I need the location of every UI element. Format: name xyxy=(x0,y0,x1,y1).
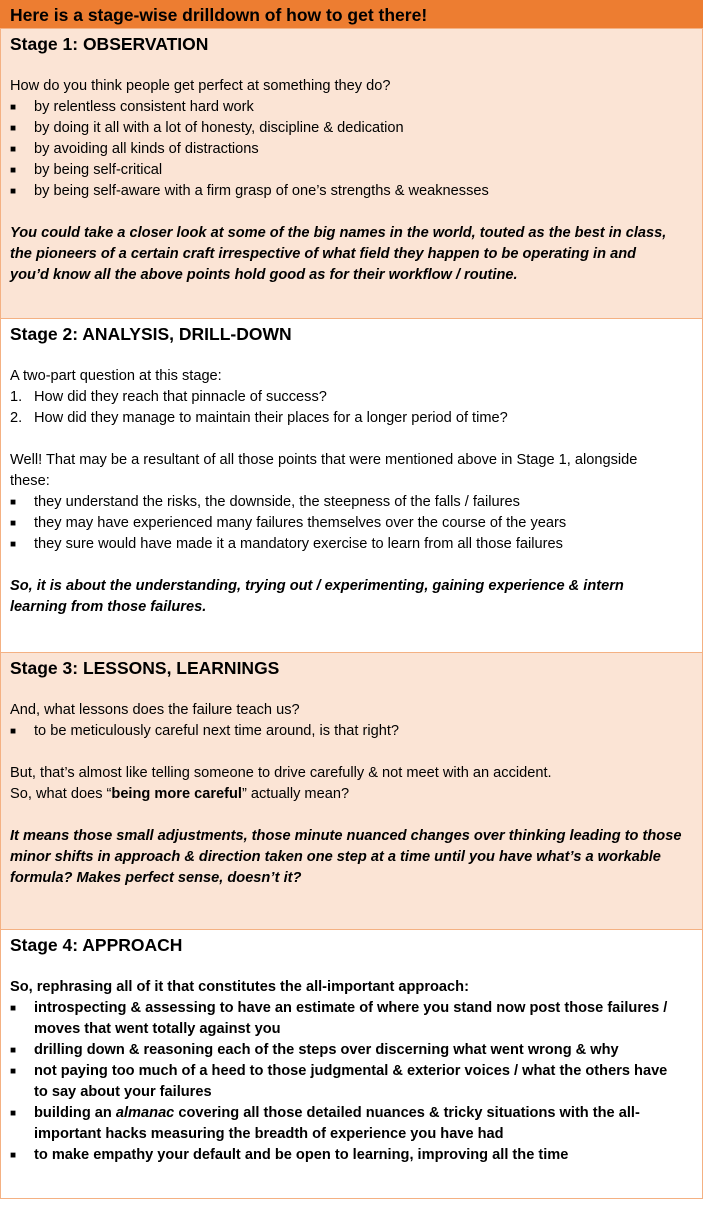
bullet-icon: ■ xyxy=(10,123,17,134)
numbered-item: 2. How did they manage to maintain their places for a longer period of time? xyxy=(10,410,508,426)
bullet-icon: ■ xyxy=(10,1108,17,1119)
bullet-icon: ■ xyxy=(10,518,17,529)
bullet-icon: ■ xyxy=(10,497,17,508)
stage-1-question: How do you think people get perfect at something they do? xyxy=(10,78,391,94)
stage-3-question: And, what lessons does the failure teach us? xyxy=(10,702,300,718)
stage-1-conclusion-line: the pioneers of a certain craft irrespective of what field they happen to be operating in and xyxy=(10,246,637,262)
bullet-icon: ■ xyxy=(10,1003,17,1014)
bullet-icon: ■ xyxy=(10,1045,17,1056)
list-item: ■ to make empathy your default and be open to learning, improving all the time xyxy=(10,1145,690,1166)
stage-2-paragraph-line: these: xyxy=(10,473,50,489)
stage-2-intro: A two-part question at this stage: xyxy=(10,368,222,384)
list-item: ■ they may have experienced many failures themselves over the course of the years xyxy=(10,513,690,534)
stage-1-conclusion-line: You could take a closer look at some of the big names in the world, touted as the best in class, xyxy=(10,225,667,241)
list-item: ■ they sure would have made it a mandatory exercise to learn from all those failures xyxy=(10,534,690,555)
stage-3-conclusion-line: minor shifts in approach & direction taken one step at a time until you have what’s a workable xyxy=(10,849,661,865)
stage-3-paragraph: So, what does “being more careful” actually mean? xyxy=(10,786,350,802)
stage-2-section xyxy=(0,318,703,652)
stage-3-title: Stage 3: LESSONS, LEARNINGS xyxy=(10,658,280,678)
bullet-icon: ■ xyxy=(10,144,17,155)
bullet-icon: ■ xyxy=(10,165,17,176)
bullet-icon: ■ xyxy=(10,539,17,550)
numbered-item: 1. How did they reach that pinnacle of success? xyxy=(10,389,327,405)
list-item: ■ to be meticulously careful next time around, is that right? xyxy=(10,721,690,742)
stage-3-section xyxy=(0,652,703,929)
bullet-icon: ■ xyxy=(10,186,17,197)
list-item: ■ building an almanac covering all those detailed nuances & tricky situations with the all- important hacks measuring the breadth of experience you have had xyxy=(10,1103,690,1145)
bullet-icon: ■ xyxy=(10,1066,17,1077)
stage-3-conclusion-line: It means those small adjustments, those minute nuanced changes over thinking leading to those xyxy=(10,828,682,844)
stage-2-paragraph-line: Well! That may be a resultant of all those points that were mentioned above in Stage 1, alongside xyxy=(10,452,638,468)
list-item: ■ by relentless consistent hard work xyxy=(10,97,690,118)
bullet-icon: ■ xyxy=(10,102,17,113)
list-item: ■ not paying too much of a heed to those judgmental & exterior voices / what the others have to say about your failures xyxy=(10,1061,690,1103)
stage-1-section xyxy=(0,28,703,318)
stage-4-intro: So, rephrasing all of it that constitutes the all-important approach: xyxy=(10,979,469,995)
bullet-icon: ■ xyxy=(10,1150,17,1161)
list-item: ■ they understand the risks, the downside, the steepness of the falls / failures xyxy=(10,492,690,513)
stage-3-paragraph: But, that’s almost like telling someone to drive carefully & not meet with an accident. xyxy=(10,765,552,781)
stage-4-section xyxy=(0,929,703,1199)
stage-4-title: Stage 4: APPROACH xyxy=(10,935,183,955)
stage-1-conclusion-line: you’d know all the above points hold good as for their workflow / routine. xyxy=(10,267,518,283)
list-item: ■ by avoiding all kinds of distractions xyxy=(10,139,690,160)
banner-heading: Here is a stage-wise drilldown of how to get there! xyxy=(0,0,703,28)
list-item: ■ drilling down & reasoning each of the steps over discerning what went wrong & why xyxy=(10,1040,690,1061)
list-item: ■ by being self-aware with a firm grasp of one’s strengths & weaknesses xyxy=(10,181,690,202)
list-item: ■ by being self-critical xyxy=(10,160,690,181)
stage-2-title: Stage 2: ANALYSIS, DRILL-DOWN xyxy=(10,324,292,344)
stage-3-conclusion-line: formula? Makes perfect sense, doesn’t it? xyxy=(10,870,302,886)
stage-2-conclusion-line: learning from those failures. xyxy=(10,599,207,615)
stage-2-conclusion-line: So, it is about the understanding, trying out / experimenting, gaining experience & intern xyxy=(10,578,624,594)
bullet-icon: ■ xyxy=(10,726,17,737)
list-item: ■ by doing it all with a lot of honesty, discipline & dedication xyxy=(10,118,690,139)
stage-1-title: Stage 1: OBSERVATION xyxy=(10,34,209,54)
list-item: ■ introspecting & assessing to have an estimate of where you stand now post those failures / moves that went totally against you xyxy=(10,998,690,1040)
